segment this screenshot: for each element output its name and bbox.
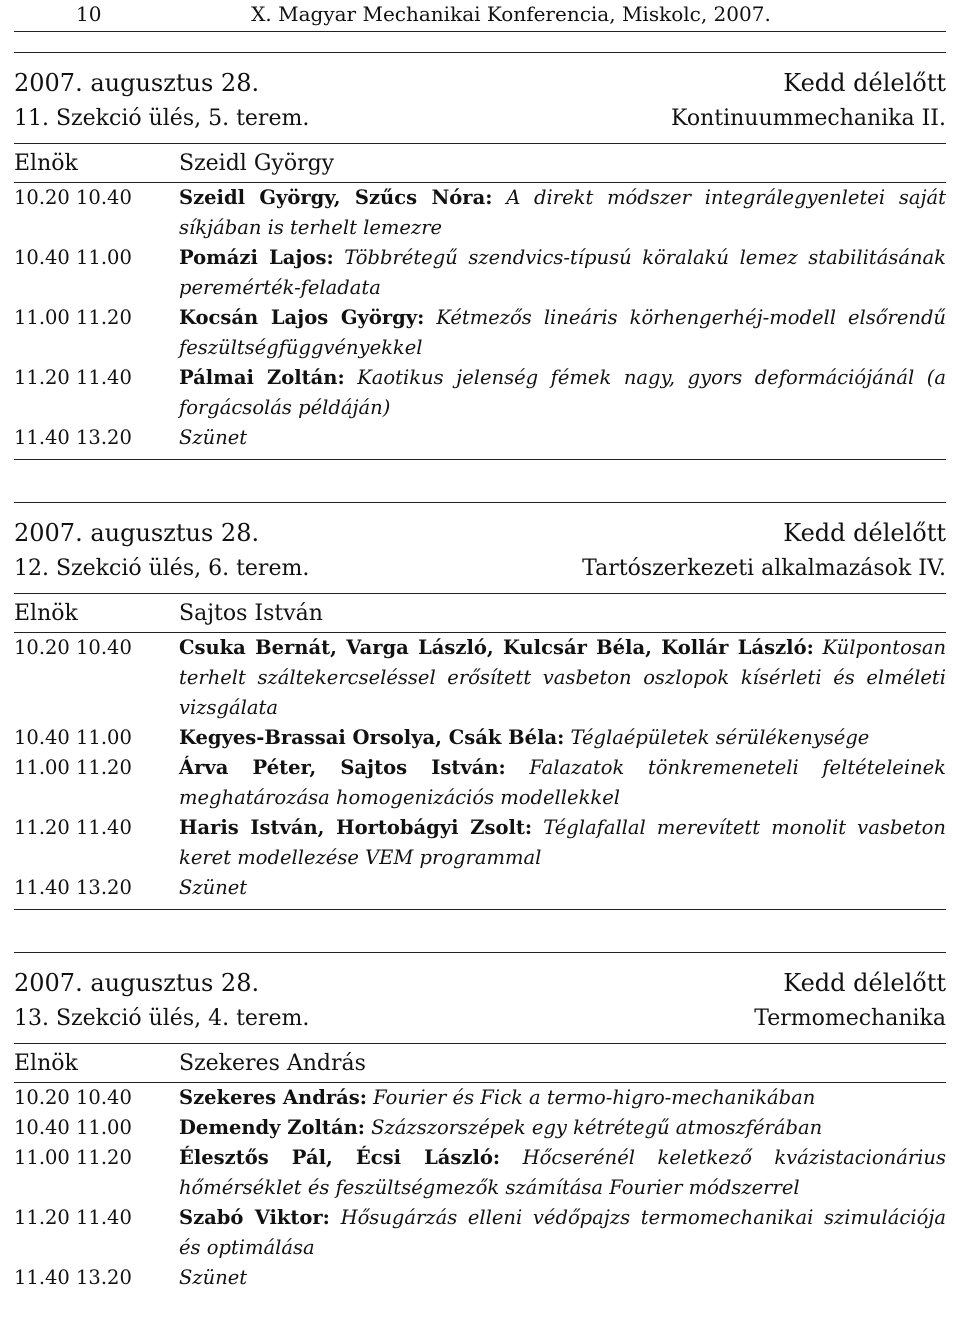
talk-authors: Demendy Zoltán: xyxy=(179,1116,365,1139)
session-section-row xyxy=(14,551,946,587)
session-daypart: Kedd délelőtt xyxy=(783,969,946,997)
chair-name: Sajtos István xyxy=(179,601,323,626)
talk-time: 11.00 11.20 xyxy=(14,306,132,329)
talk-title: Falazatok tönkremeneteli feltételeinek meghatározása homogenizációs modellekkel xyxy=(179,756,947,809)
talk-title: A direkt módszer integrálegyenletei saját síkjában is terhelt lemezre xyxy=(179,186,946,239)
session-top-rule xyxy=(14,52,946,53)
session-block-11 xyxy=(14,52,946,460)
talk-time: 11.20 11.40 xyxy=(14,1206,132,1229)
talk-time: 11.40 13.20 xyxy=(14,876,132,899)
session-bottom-rule xyxy=(14,459,946,460)
session-block-12 xyxy=(14,502,946,910)
talk-authors: Szeidl György, Szűcs Nóra: xyxy=(179,186,493,209)
break-label: Szünet xyxy=(179,426,248,449)
talk-time: 11.40 13.20 xyxy=(14,1266,132,1289)
section-rule xyxy=(14,593,946,594)
talk-authors: Kegyes-Brassai Orsolya, Csák Béla: xyxy=(179,726,565,749)
talk-content xyxy=(179,1143,946,1203)
chair-name: Szekeres András xyxy=(179,1051,366,1076)
talk-title: Fourier és Fick a termo-higro-mechanikában xyxy=(373,1086,816,1109)
talk-title: Hősugárzás elleni védőpajzs termomechanikai szimulációja és optimálása xyxy=(179,1206,946,1259)
talk-row xyxy=(14,1203,946,1263)
talk-authors: Szekeres András: xyxy=(179,1086,367,1109)
break-label: Szünet xyxy=(179,1266,248,1289)
talk-title: Többrétegű szendvics-típusú köralakú lemez stabilitásának peremérték-feladata xyxy=(179,246,946,299)
session-daypart: Kedd délelőtt xyxy=(783,519,946,547)
chair-row xyxy=(14,146,946,182)
chair-row xyxy=(14,596,946,632)
break-row xyxy=(14,423,946,453)
session-topic: Tartószerkezeti alkalmazások IV. xyxy=(582,556,946,581)
talk-row xyxy=(14,1083,946,1113)
talk-content xyxy=(179,243,946,303)
talk-title: Hőcserénél keletkező kvázistacionárius hőmérséklet és feszültségmezők számítása Fourier módszerrel xyxy=(179,1146,946,1199)
talk-content xyxy=(179,1263,946,1293)
session-topic: Termomechanika xyxy=(754,1006,946,1031)
talk-title: Százszorszépek egy kétrétegű atmoszférában xyxy=(371,1116,823,1139)
talk-title: Kétmezős lineáris körhengerhéj-modell elsőrendű feszültségfüggvényekkel xyxy=(179,306,946,359)
talk-content xyxy=(179,1083,946,1113)
session-section: 13. Szekció ülés, 4. terem. xyxy=(14,1006,310,1031)
talk-row xyxy=(14,1143,946,1203)
talk-title: Téglafallal merevített monolit vasbeton keret modellezése VEM programmal xyxy=(179,816,946,869)
session-section: 12. Szekció ülés, 6. terem. xyxy=(14,556,310,581)
talk-authors: Csuka Bernát, Varga László, Kulcsár Béla, Kollár László: xyxy=(179,636,814,659)
running-header xyxy=(14,0,946,28)
talk-row xyxy=(14,1113,946,1143)
talk-title: Téglaépületek sérülékenysége xyxy=(570,726,870,749)
section-rule xyxy=(14,143,946,144)
session-date: 2007. augusztus 28. xyxy=(14,69,260,97)
session-date-row xyxy=(14,515,946,551)
talk-content xyxy=(179,1113,946,1143)
talk-row xyxy=(14,633,946,723)
session-bottom-rule xyxy=(14,909,946,910)
session-section: 11. Szekció ülés, 5. terem. xyxy=(14,106,310,131)
break-label: Szünet xyxy=(179,876,248,899)
conference-title: X. Magyar Mechanikai Konferencia, Miskolc, 2007. xyxy=(251,2,771,26)
break-row xyxy=(14,873,946,903)
talk-time: 10.20 10.40 xyxy=(14,636,132,659)
chair-name: Szeidl György xyxy=(179,151,335,176)
talk-content xyxy=(179,873,946,903)
talk-content xyxy=(179,723,946,753)
talk-row xyxy=(14,813,946,873)
talk-row xyxy=(14,363,946,423)
talk-content xyxy=(179,363,946,423)
talk-content xyxy=(179,633,946,723)
talk-time: 11.20 11.40 xyxy=(14,816,132,839)
session-topic: Kontinuummechanika II. xyxy=(670,106,946,131)
session-date: 2007. augusztus 28. xyxy=(14,969,260,997)
talk-content xyxy=(179,1203,946,1263)
talk-authors: Haris István, Hortobágyi Zsolt: xyxy=(179,816,533,839)
talk-authors: Pomázi Lajos: xyxy=(179,246,334,269)
chair-row xyxy=(14,1046,946,1082)
chair-label: Elnök xyxy=(14,151,78,176)
talk-content xyxy=(179,813,946,873)
talk-time: 10.20 10.40 xyxy=(14,1086,132,1109)
talk-row xyxy=(14,753,946,813)
session-section-row xyxy=(14,1001,946,1037)
talk-row xyxy=(14,723,946,753)
talk-row xyxy=(14,243,946,303)
talk-authors: Pálmai Zoltán: xyxy=(179,366,345,389)
talk-content xyxy=(179,423,946,453)
talk-content xyxy=(179,183,946,243)
talk-authors: Kocsán Lajos György: xyxy=(179,306,425,329)
session-block-13 xyxy=(14,952,946,1293)
session-top-rule xyxy=(14,502,946,503)
talk-time: 11.40 13.20 xyxy=(14,426,132,449)
talk-time: 11.00 11.20 xyxy=(14,1146,132,1169)
session-date: 2007. augusztus 28. xyxy=(14,519,260,547)
talk-authors: Élesztős Pál, Écsi László: xyxy=(179,1146,501,1169)
talk-time: 10.40 11.00 xyxy=(14,1116,132,1139)
talk-row xyxy=(14,183,946,243)
session-section-row xyxy=(14,101,946,137)
talk-content xyxy=(179,303,946,363)
session-date-row xyxy=(14,965,946,1001)
talk-title: Külpontosan terhelt száltekercseléssel erősített vasbeton oszlopok kísérleti és elméleti vizsgálata xyxy=(179,636,947,719)
header-rule xyxy=(14,31,946,32)
talk-time: 10.40 11.00 xyxy=(14,726,132,749)
page-number: 10 xyxy=(76,2,102,26)
session-date-row xyxy=(14,65,946,101)
break-row xyxy=(14,1263,946,1293)
talk-content xyxy=(179,753,946,813)
chair-label: Elnök xyxy=(14,601,78,626)
talk-time: 10.40 11.00 xyxy=(14,246,132,269)
talk-time: 11.00 11.20 xyxy=(14,756,132,779)
talk-authors: Szabó Viktor: xyxy=(179,1206,330,1229)
talk-authors: Árva Péter, Sajtos István: xyxy=(179,756,506,779)
talk-time: 11.20 11.40 xyxy=(14,366,132,389)
talk-time: 10.20 10.40 xyxy=(14,186,132,209)
talk-title: Kaotikus jelenség fémek nagy, gyors deformációjánál (a forgácsolás példáján) xyxy=(179,366,946,419)
session-top-rule xyxy=(14,952,946,953)
talk-row xyxy=(14,303,946,363)
session-daypart: Kedd délelőtt xyxy=(783,69,946,97)
section-rule xyxy=(14,1043,946,1044)
chair-label: Elnök xyxy=(14,1051,78,1076)
